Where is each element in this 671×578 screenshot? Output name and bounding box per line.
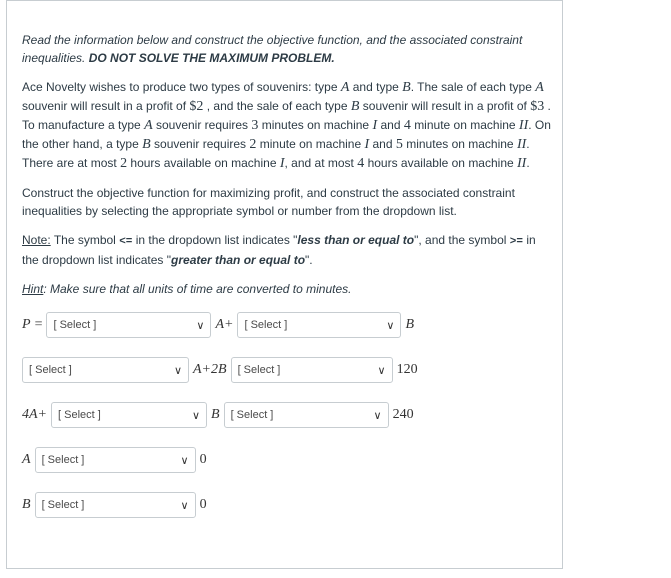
constraint2-coef-b-select[interactable]: [ Select ] ∨ [51,402,207,428]
p-label: P [22,317,31,332]
equals-label: = [34,317,43,332]
question-panel [6,0,563,569]
intro-text: Read the information below and construct the objective function, and the associated constraint inequalities. [22,33,523,65]
chevron-down-icon: ∨ [173,364,182,377]
note-paragraph: Note: The symbol <= in the dropdown list indicates "less than or equal to", and the symbol >= in the dropdown list indicates "greater than or equal to". [22,233,536,267]
objective-coef-b-select[interactable]: [ Select ] ∨ [237,312,401,338]
intro-bold: DO NOT SOLVE THE MAXIMUM PROBLEM. [88,51,335,65]
nonneg-a-symbol-select[interactable]: [ Select ] ∨ [35,447,196,473]
constraint2-symbol-select[interactable]: [ Select ] ∨ [224,402,389,428]
rhs-120: 120 [396,362,418,377]
a-plus-label: A+ [215,317,234,332]
b-label: B [405,317,415,332]
constraint1-symbol-select[interactable]: [ Select ] ∨ [231,357,393,383]
objective-row [22,312,414,338]
chevron-down-icon: ∨ [373,409,382,422]
note-label: Note: [22,233,51,247]
rhs-0-a: 0 [199,452,207,467]
hint-label: Hint [22,282,44,296]
a-label: A [22,452,31,467]
nonneg-row-a [22,447,207,473]
chevron-down-icon: ∨ [377,364,386,377]
chevron-down-icon: ∨ [180,454,189,467]
problem-paragraph: Ace Novelty wishes to produce two types of souvenirs: type A and type B. The sale of each type A souvenir will result in a profit of $2 , and the sale of each type B souvenir will result in a profit of $3 . To manufacture a type A souvenir requires 3 minutes on machine I and 4 minute on machine II. On the other hand, a type B souvenir requires 2 minute on machine I and 5 minutes on machine II. There are at most 2 hours available on machine I, and at most 4 hours available on machine II. [22,80,551,171]
constraint-row-2 [22,402,414,428]
rhs-240: 240 [392,407,414,422]
objective-coef-a-select[interactable]: [ Select ] ∨ [46,312,211,338]
b-label: B [211,407,220,422]
intro-paragraph [22,31,552,67]
constraint1-coef-a-select[interactable]: [ Select ] ∨ [22,357,189,383]
question-text [22,31,552,298]
nonneg-row-b [22,492,207,518]
chevron-down-icon: ∨ [180,499,189,512]
chevron-down-icon: ∨ [196,319,205,332]
rhs-0-b: 0 [199,497,207,512]
chevron-down-icon: ∨ [386,319,395,332]
hint-paragraph: Hint: Make sure that all units of time are converted to minutes. [22,282,352,296]
nonneg-b-symbol-select[interactable]: [ Select ] ∨ [35,492,196,518]
a-plus-2b-label: A+2B [193,362,227,377]
constraint-row-1 [22,357,418,383]
instruction-paragraph: Construct the objective function for maximizing profit, and construct the associated constraint inequalities by selecting the appropriate symbol or number from the dropdown list. [22,186,515,218]
chevron-down-icon: ∨ [191,409,200,422]
b-label: B [22,497,31,512]
4a-plus-label: 4A+ [22,407,47,422]
